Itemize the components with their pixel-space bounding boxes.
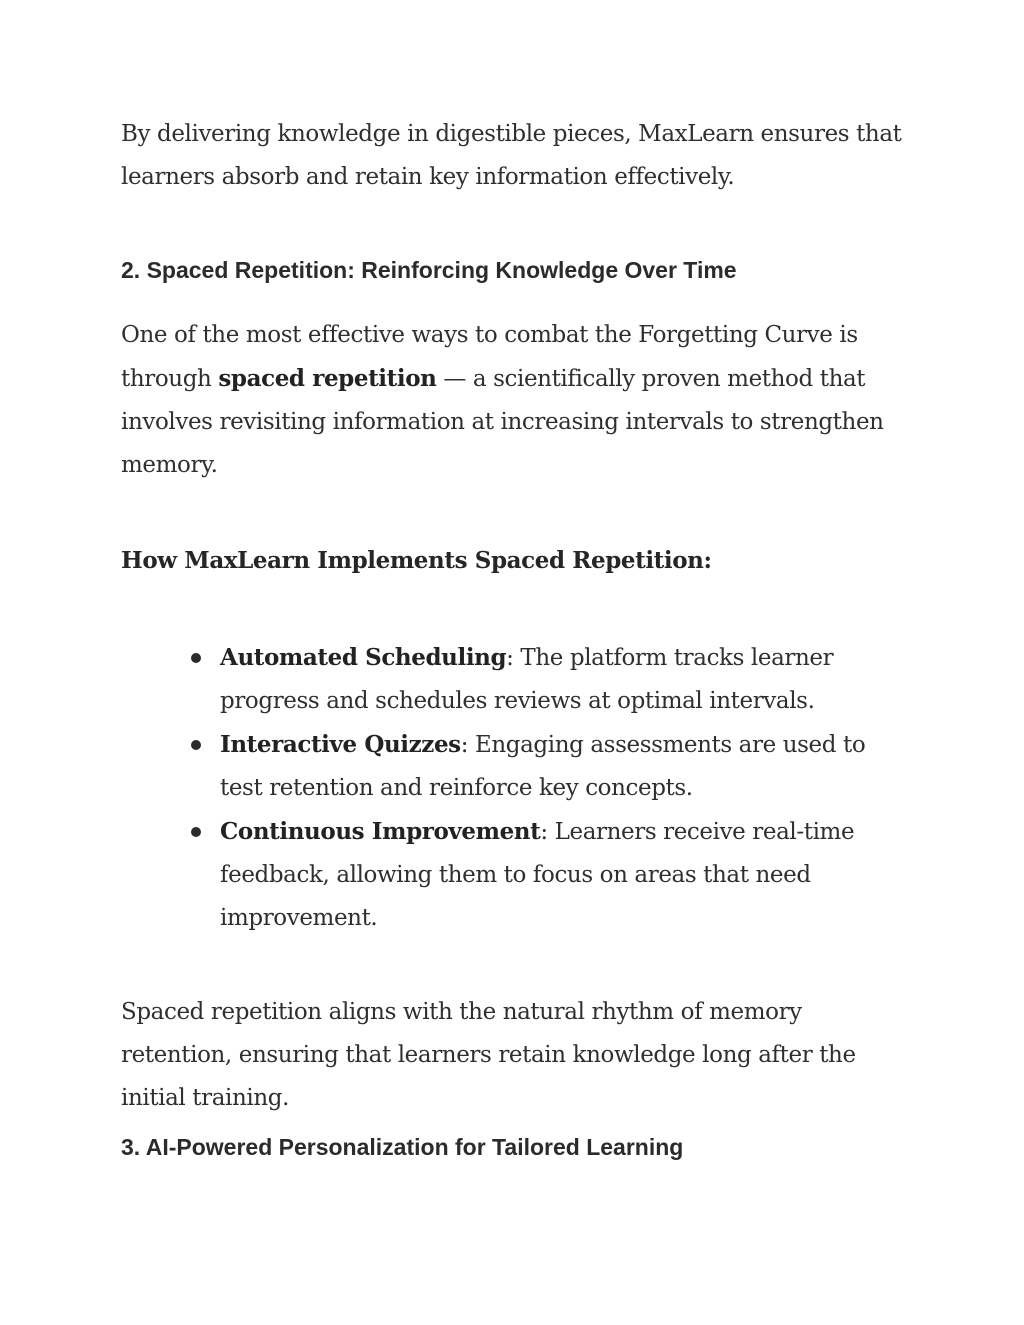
list-item	[191, 636, 911, 723]
list-item-text: : Learners receive real-time feedback, allowing them to focus on areas that need improvement.	[220, 819, 855, 931]
bullet-icon	[191, 827, 201, 837]
section-heading-ai-personalization: 3. AI-Powered Personalization for Tailored Learning	[121, 1134, 684, 1160]
list-item-term: Continuous Improvement	[220, 818, 541, 845]
subheading-implementation: How MaxLearn Implements Spaced Repetition:	[121, 547, 712, 574]
list-item	[191, 723, 911, 810]
list-item-text: : The platform tracks learner progress and schedules reviews at optimal intervals.	[220, 645, 834, 714]
list-item-term: Interactive Quizzes	[220, 731, 461, 758]
bullet-icon	[191, 740, 201, 750]
list-item-text: : Engaging assessments are used to test retention and reinforce key concepts.	[220, 732, 866, 801]
intro-paragraph: By delivering knowledge in digestible pieces, MaxLearn ensures that learners absorb and retain key information effectively.	[121, 121, 902, 190]
bold-term: spaced repetition	[218, 365, 437, 392]
bullet-icon	[191, 653, 201, 663]
list-item	[191, 810, 911, 940]
list-item-term: Automated Scheduling	[220, 644, 507, 671]
paragraph-text: — a scientifically proven method that involves revisiting information at increasing intervals to strengthen memory.	[121, 366, 884, 478]
paragraph-text: One of the most effective ways to combat the Forgetting Curve is through	[121, 322, 858, 392]
section-heading-spaced-repetition: 2. Spaced Repetition: Reinforcing Knowledge Over Time	[121, 257, 737, 283]
feature-list	[191, 636, 911, 940]
summary-paragraph: Spaced repetition aligns with the natural rhythm of memory retention, ensuring that learners retain knowledge long after the initial training.	[121, 999, 856, 1111]
spaced-repetition-paragraph	[121, 314, 911, 487]
